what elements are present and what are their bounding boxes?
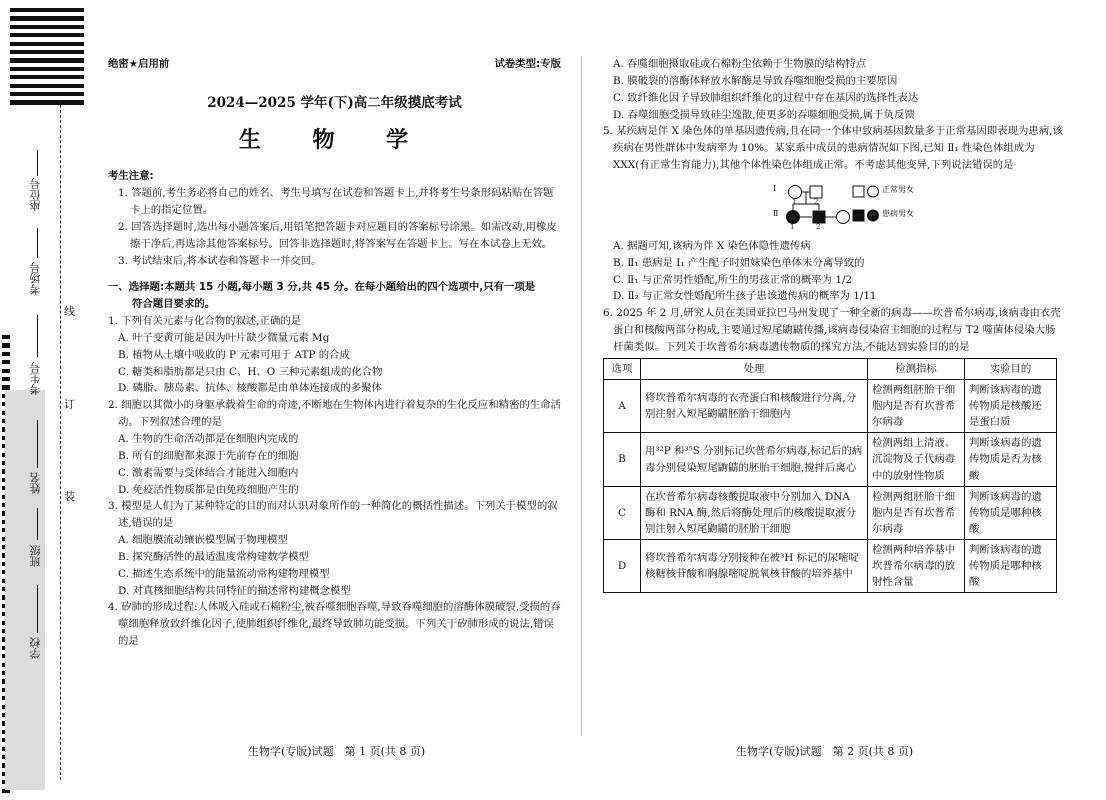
question-3-stem: 3. 模型是人们为了某种特定的目的而对认识对象所作的一种简化的概括性描述。下列关于模型的叙述,错误的是 [108, 500, 558, 530]
pedigree-gen-1: Ⅰ [773, 183, 777, 193]
cut-mark-line: 线 [64, 305, 75, 318]
page1-header [108, 56, 561, 73]
question-2-option: A. 生物的生命活动都是在细胞内完成的 [118, 432, 299, 445]
binding-underline [37, 228, 38, 258]
table-cell: 检测两组胚胎干细胞内是否有坎普希尔病毒 [868, 486, 965, 539]
binding-field-school: 学校 [29, 637, 42, 659]
question-6-stem: 6. 2025 年 2 月,研究人员在美国亚拉巴马州发现了一种全新的病毒——坎普希尔病毒,该病毒由衣壳蛋白和核酸两部分构成,主要通过短尾鼩鼱传播,该病毒侵染宿主细胞的过程与 T2 噬菌体侵染大肠杆菌类似。下列关于坎普希尔病毒遗传物质的探究方法,不能达到实验目的的是 [603, 307, 1061, 353]
paper-type-label: 试卷类型:专版 [494, 58, 561, 70]
barcode-stripe [10, 33, 84, 37]
table-row [604, 486, 1057, 539]
question-3-option: A. 细胞膜流动镶嵌模型属于物理模型 [118, 534, 288, 547]
barcode-stripe [2, 360, 10, 364]
pedigree-diagram [603, 178, 1063, 236]
table-header-row [604, 358, 1057, 379]
table-cell: 判断该病毒的遗传物质是哪种核酸 [965, 486, 1057, 539]
pedigree-symbols [603, 178, 1063, 236]
binding-field-examno: 考生号 [29, 362, 42, 395]
experiment-table [603, 358, 1057, 594]
table-cell: 将坎普希尔病毒的衣壳蛋白和核酸进行分离,分别注射入短尾鼩鼱胚胎干细胞内 [641, 379, 868, 432]
question-1-option: D. 磷脂、胰岛素、抗体、核酸都是由单体连接成的多聚体 [118, 382, 382, 395]
barcode-stripe [10, 92, 84, 96]
question-3-option: D. 对真核细胞结构共同特征的描述常构建概念模型 [118, 584, 351, 597]
table-cell: C [604, 486, 641, 539]
table-cell: 检测两组上清液、沉淀物及子代病毒中的放射性物质 [868, 433, 965, 486]
barcode-stripe [2, 385, 10, 389]
table-row [604, 379, 1057, 432]
notice-item: 2. 回答选择题时,选出每小题答案后,用铅笔把答题卡对应题目的答案标号涂黑。如需改动,用橡皮擦干净后,再选涂其他答案标号。回答非选择题时,将答案写在答题卡上。写在本试卷上无效。 [118, 220, 557, 250]
binding-field-room: 考场号 [29, 262, 42, 295]
binding-field-class: 班级 [29, 545, 42, 567]
subject-title: 生 物 学 [238, 126, 431, 153]
question-5-option: D. Ⅱ₂ 与正常女性婚配所生孩子患该遗传病的概率为 1/11 [613, 290, 877, 303]
cut-mark-stitch: 装 [64, 490, 75, 503]
barcode-stripe [10, 8, 84, 12]
barcode-stripe [10, 84, 84, 88]
pedigree-num: 2 [814, 197, 819, 206]
question-4-option: C. 致纤维化因子导致肺组织纤维化的过程中存在基因的选择性表达 [613, 91, 919, 104]
table-cell: B [604, 433, 641, 486]
barcode-stripe [10, 100, 84, 104]
question-3-option: B. 探究酶活性的最适温度常构建数学模型 [118, 550, 309, 563]
table-row [604, 540, 1057, 593]
notice-heading: 考生注意: [108, 170, 154, 183]
barcode-stripe [2, 343, 10, 347]
section-heading: 一、选择题:本题共 15 小题,每小题 3 分,共 45 分。在每小题给出的四个选项中,只有一项是 [108, 281, 536, 294]
question-5-option: A. 据题可知,该病为伴 X 染色体隐性遗传病 [613, 239, 811, 252]
pedigree-gen-2: Ⅱ [773, 208, 779, 218]
barcode-stripe [2, 369, 10, 373]
cut-line [60, 100, 61, 780]
pedigree-num: 2 [816, 222, 821, 231]
table-cell: A [604, 379, 641, 432]
table-cell: 将坎普希尔病毒分别接种在被³H 标记的尿嘧啶核糖核苷酸和胸腺嘧啶脱氧核苷酸的培养基中 [641, 540, 868, 593]
question-2-option: B. 所有的细胞都来源于先前存在的细胞 [118, 449, 299, 462]
question-5-stem: 5. 某疾病是伴 X 染色体的单基因遗传病,且在同一个体中致病基因数量多于正常基因即表现为患病,该疾病在男性群体中发病率为 10%。某家系中成员的患病情况如下图,已知 Ⅱ₁ 性染色体组成为 XXX(有正常生育能力),其他个体性染色体组成正常。不考虑其他变异,下列说法错误的是 [603, 125, 1063, 172]
exam-title: 2024—2025 学年(下)高二年级摸底考试 [207, 94, 462, 111]
table-row [604, 433, 1057, 486]
barcode-stripe [2, 352, 10, 356]
question-1-option: A. 叶子变黄可能是因为叶片缺少微量元素 Mg [118, 331, 330, 344]
question-4-option: B. 膜破裂的溶酶体释放水解酶是导致吞噬细胞受损的主要原因 [613, 74, 898, 87]
binding-underline [37, 585, 38, 633]
page1-footer: 生物学(专版)试题 第 1 页(共 8 页) [248, 745, 426, 758]
question-2-option: D. 免疫活性物质都是由免疫细胞产生的 [118, 483, 299, 496]
table-cell: D [604, 540, 641, 593]
question-5-option: B. Ⅱ₁ 患病是 Ⅰ₁ 产生配子时姐妹染色单体未分离导致的 [613, 256, 865, 269]
binding-underline [37, 315, 38, 357]
page-2 [603, 56, 1063, 593]
binding-gray-band [5, 390, 45, 790]
binding-field-name: 姓名 [29, 472, 42, 494]
table-header-cell: 实验目的 [965, 358, 1057, 379]
binding-field-seat: 座位号 [29, 178, 42, 211]
page-divider [581, 56, 582, 736]
barcode-stripe [2, 335, 10, 339]
binding-margin [0, 0, 90, 800]
table-cell: 判断该病毒的遗传物质是哪种核酸 [965, 540, 1057, 593]
table-cell: 用³²P 和³⁵S 分别标记坎普希尔病毒,标记后的病毒分别侵染短尾鼩鼱的胚胎干细胞,搅拌后离心 [641, 433, 868, 486]
barcode-stripe [10, 50, 84, 54]
question-1-stem: 1. 下列有关元素与化合物的叙述,正确的是 [108, 315, 302, 328]
table-cell: 在坎普希尔病毒核酸提取液中分别加入 DNA 酶和 RNA 酶,然后将酶处理后的核酸提取液分别注射入短尾鼩鼱的胚胎干细胞 [641, 486, 868, 539]
question-1-option: C. 糖类和脂肪都是只由 C、H、O 三种元素组成的化合物 [118, 365, 383, 378]
barcode-stripe [10, 25, 84, 29]
table-cell: 判断该病毒的遗传物质是核酸还是蛋白质 [965, 379, 1057, 432]
question-5-option: C. Ⅱ₁ 与正常男性婚配,所生的男孩正常的概率为 1/2 [613, 273, 853, 286]
table-cell: 检测两组胚胎干细胞内是否有坎普希尔病毒 [868, 379, 965, 432]
barcode-stripe [10, 58, 84, 62]
question-4-stem: 4. 矽肺的形成过程:人体吸入硅或石棉粉尘,被吞噬细胞吞噬,导致吞噬细胞的溶酶体膜破裂,受损的吞噬细胞释放致纤维化因子,使肺组织纤维化,最终导致肺功能受损。下列关于矽肺形成的说法,错误的是 [108, 601, 561, 648]
table-cell: 检测两种培养基中坎普希尔病毒的放射性含量 [868, 540, 965, 593]
question-4-option: D. 吞噬细胞受损导致硅尘逸散,使更多的吞噬细胞受损,属于负反馈 [613, 108, 915, 121]
question-3-option: C. 描述生态系统中的能量流动常构建物理模型 [118, 567, 330, 580]
cut-mark-bind: 订 [64, 398, 75, 411]
legend-affected: 患病男女 [882, 208, 914, 218]
barcode-stripe [10, 16, 84, 20]
question-1-option: B. 植物从土壤中吸收的 P 元素可用于 ATP 的合成 [118, 348, 350, 361]
pedigree-num: 1 [790, 222, 795, 231]
confidential-label: 绝密★启用前 [108, 58, 170, 70]
table-header-cell: 处理 [641, 358, 868, 379]
section-heading-cont: 符合题目要求的。 [132, 298, 216, 311]
notice-item: 3. 考试结束后,将本试卷和答题卡一并交回。 [118, 254, 322, 267]
pedigree-num: 1 [792, 197, 797, 206]
barcode-stripe [10, 75, 84, 79]
page-1 [108, 56, 561, 650]
table-cell: 判断该病毒的遗传物质是否为核酸 [965, 433, 1057, 486]
question-2-stem: 2. 细胞以其微小的身躯承载着生命的奇迹,不断地在生物体内进行着复杂的生化反应和精密的生命活动。下列叙述合理的是 [108, 399, 561, 429]
table-header-cell: 选项 [604, 358, 641, 379]
binding-underline [37, 508, 38, 540]
page2-footer: 生物学(专版)试题 第 2 页(共 8 页) [736, 745, 914, 758]
barcode-stripe [10, 42, 84, 46]
binding-underline [37, 150, 38, 176]
legend-normal: 正常男女 [882, 184, 914, 194]
barcode-stripe [10, 67, 84, 71]
binding-underline [37, 420, 38, 468]
question-4-option: A. 吞噬细胞摄取硅或石棉粉尘依赖于生物膜的结构特点 [613, 58, 867, 70]
barcode-stripe [2, 377, 10, 381]
question-2-option: C. 激素需要与受体结合才能进入细胞内 [118, 466, 299, 479]
table-header-cell: 检测指标 [868, 358, 965, 379]
notice-item: 1. 答题前,考生务必将自己的姓名、考生号填写在试卷和答题卡上,并将考生号条形码粘贴在答题卡上的指定位置。 [118, 187, 554, 217]
